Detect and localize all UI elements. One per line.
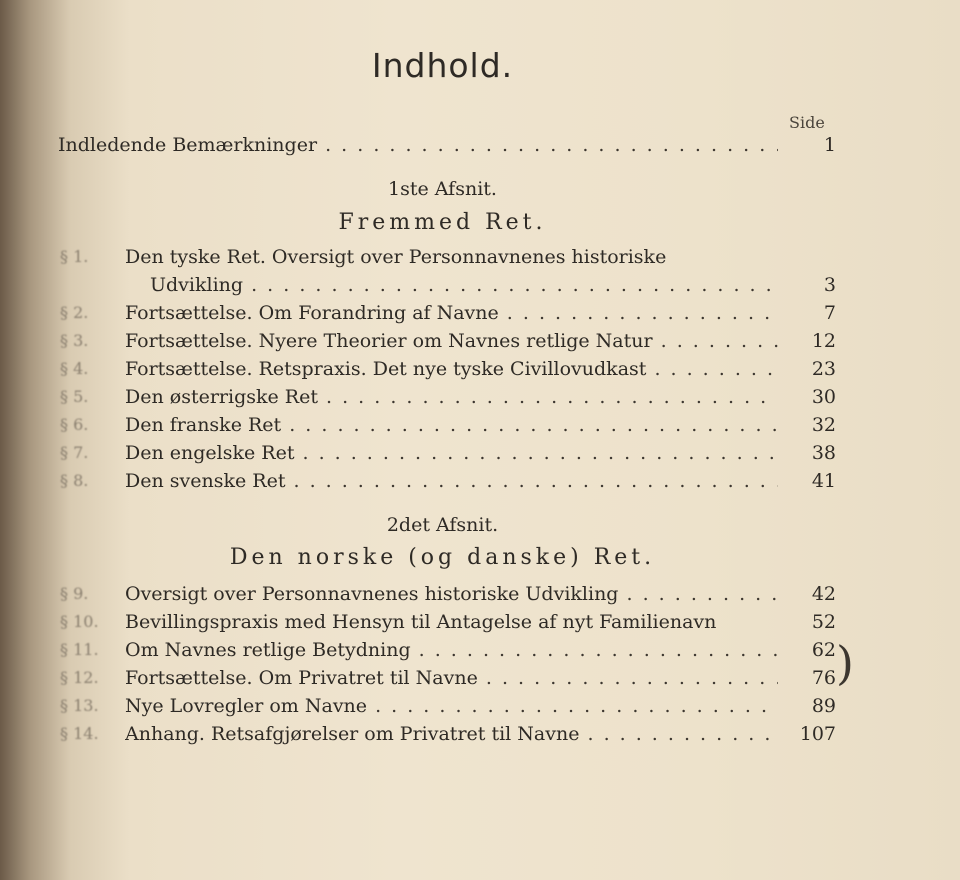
toc-entry[interactable] xyxy=(0,721,960,747)
section-number: § 6. xyxy=(60,415,89,434)
toc-page-number: 12 xyxy=(811,330,836,352)
toc-entry-text: Den franske Ret . . . xyxy=(125,412,778,438)
toc-entry[interactable] xyxy=(0,609,960,635)
toc-entry[interactable] xyxy=(0,665,960,691)
toc-page-number: 3 xyxy=(823,274,836,296)
toc-entry-text: Nye Lovregler om Navne . . . xyxy=(125,693,778,719)
toc-entry-text: Fortsættelse. Om Privatret til Navne . . . xyxy=(125,665,778,691)
toc-entry-text: Den engelske Ret . . . xyxy=(125,440,778,466)
part2-label: 2det Afsnit. xyxy=(386,514,499,536)
toc-entry-text: Anhang. Retsafgjørelser om Privatret til Navne . . . xyxy=(125,721,778,747)
toc-page-number: 62 xyxy=(811,639,836,661)
toc-page-number: 23 xyxy=(811,358,836,380)
toc-page-number: 107 xyxy=(799,723,836,745)
handwritten-bracket-mark: ) xyxy=(836,636,854,690)
section-number: § 8. xyxy=(60,471,89,490)
section-number: § 1. xyxy=(60,247,89,266)
toc-entry[interactable] xyxy=(0,581,960,607)
section-number: § 12. xyxy=(60,668,99,687)
toc-page-number: 41 xyxy=(811,470,836,492)
toc-entry-intro[interactable] xyxy=(0,132,960,158)
toc-page-number: 89 xyxy=(811,695,836,717)
toc-entry[interactable] xyxy=(0,468,960,494)
page-title: Indhold. xyxy=(371,46,514,85)
toc-entry-text: Om Navnes retlige Betydning . . . xyxy=(125,637,778,663)
toc-entry[interactable] xyxy=(0,328,960,354)
section-number: § 3. xyxy=(60,331,89,350)
toc-entry[interactable] xyxy=(0,693,960,719)
section-number: § 10. xyxy=(60,612,99,631)
toc-entry[interactable] xyxy=(0,244,960,270)
toc-page-number: 42 xyxy=(811,583,836,605)
toc-entry-text: Den tyske Ret. Oversigt over Personnavnenes historiske xyxy=(125,246,667,268)
toc-entry[interactable] xyxy=(0,440,960,466)
toc-page-number: 32 xyxy=(811,414,836,436)
section-number: § 9. xyxy=(60,584,89,603)
toc-entry[interactable] xyxy=(0,356,960,382)
toc-entry-text: Den østerrigske Ret . . . xyxy=(125,384,778,410)
toc-entry[interactable] xyxy=(0,637,960,663)
toc-page-number: 1 xyxy=(823,134,836,156)
section-number: § 7. xyxy=(60,443,89,462)
part1-heading: Fremmed Ret. xyxy=(338,210,547,235)
toc-page-number: 52 xyxy=(811,611,836,633)
toc-entry-text: Fortsættelse. Retspraxis. Det nye tyske Civillovudkast . . . xyxy=(125,356,778,382)
toc-entry-text: Fortsættelse. Om Forandring af Navne . . . xyxy=(125,300,778,326)
section-number: § 4. xyxy=(60,359,89,378)
toc-entry[interactable] xyxy=(0,384,960,410)
section-number: § 11. xyxy=(60,640,99,659)
toc-page-number: 30 xyxy=(811,386,836,408)
toc-entry-text: Udvikling . . . xyxy=(150,272,778,298)
toc-entry-text: Indledende Bemærkninger . . . xyxy=(58,132,778,158)
section-number: § 2. xyxy=(60,303,89,322)
side-column-header: Side xyxy=(789,113,825,132)
toc-entry-text: Bevillingspraxis med Hensyn til Antagelse af nyt Familienavn xyxy=(125,611,717,633)
toc-page-number: 76 xyxy=(811,667,836,689)
toc-entry-text: Den svenske Ret . . . xyxy=(125,468,778,494)
toc-entry-continuation[interactable] xyxy=(0,272,960,298)
toc-entry-text: Fortsættelse. Nyere Theorier om Navnes retlige Natur . . . xyxy=(125,328,778,354)
toc-page-number: 7 xyxy=(823,302,836,324)
toc-entry-text: Oversigt over Personnavnenes historiske Udvikling . . . xyxy=(125,581,778,607)
toc-page-number: 38 xyxy=(811,442,836,464)
section-number: § 5. xyxy=(60,387,89,406)
part1-label: 1ste Afsnit. xyxy=(388,178,497,200)
section-number: § 14. xyxy=(60,724,99,743)
toc-entry[interactable] xyxy=(0,412,960,438)
section-number: § 13. xyxy=(60,696,99,715)
part2-heading: Den norske (og danske) Ret. xyxy=(229,545,656,570)
toc-entry[interactable] xyxy=(0,300,960,326)
